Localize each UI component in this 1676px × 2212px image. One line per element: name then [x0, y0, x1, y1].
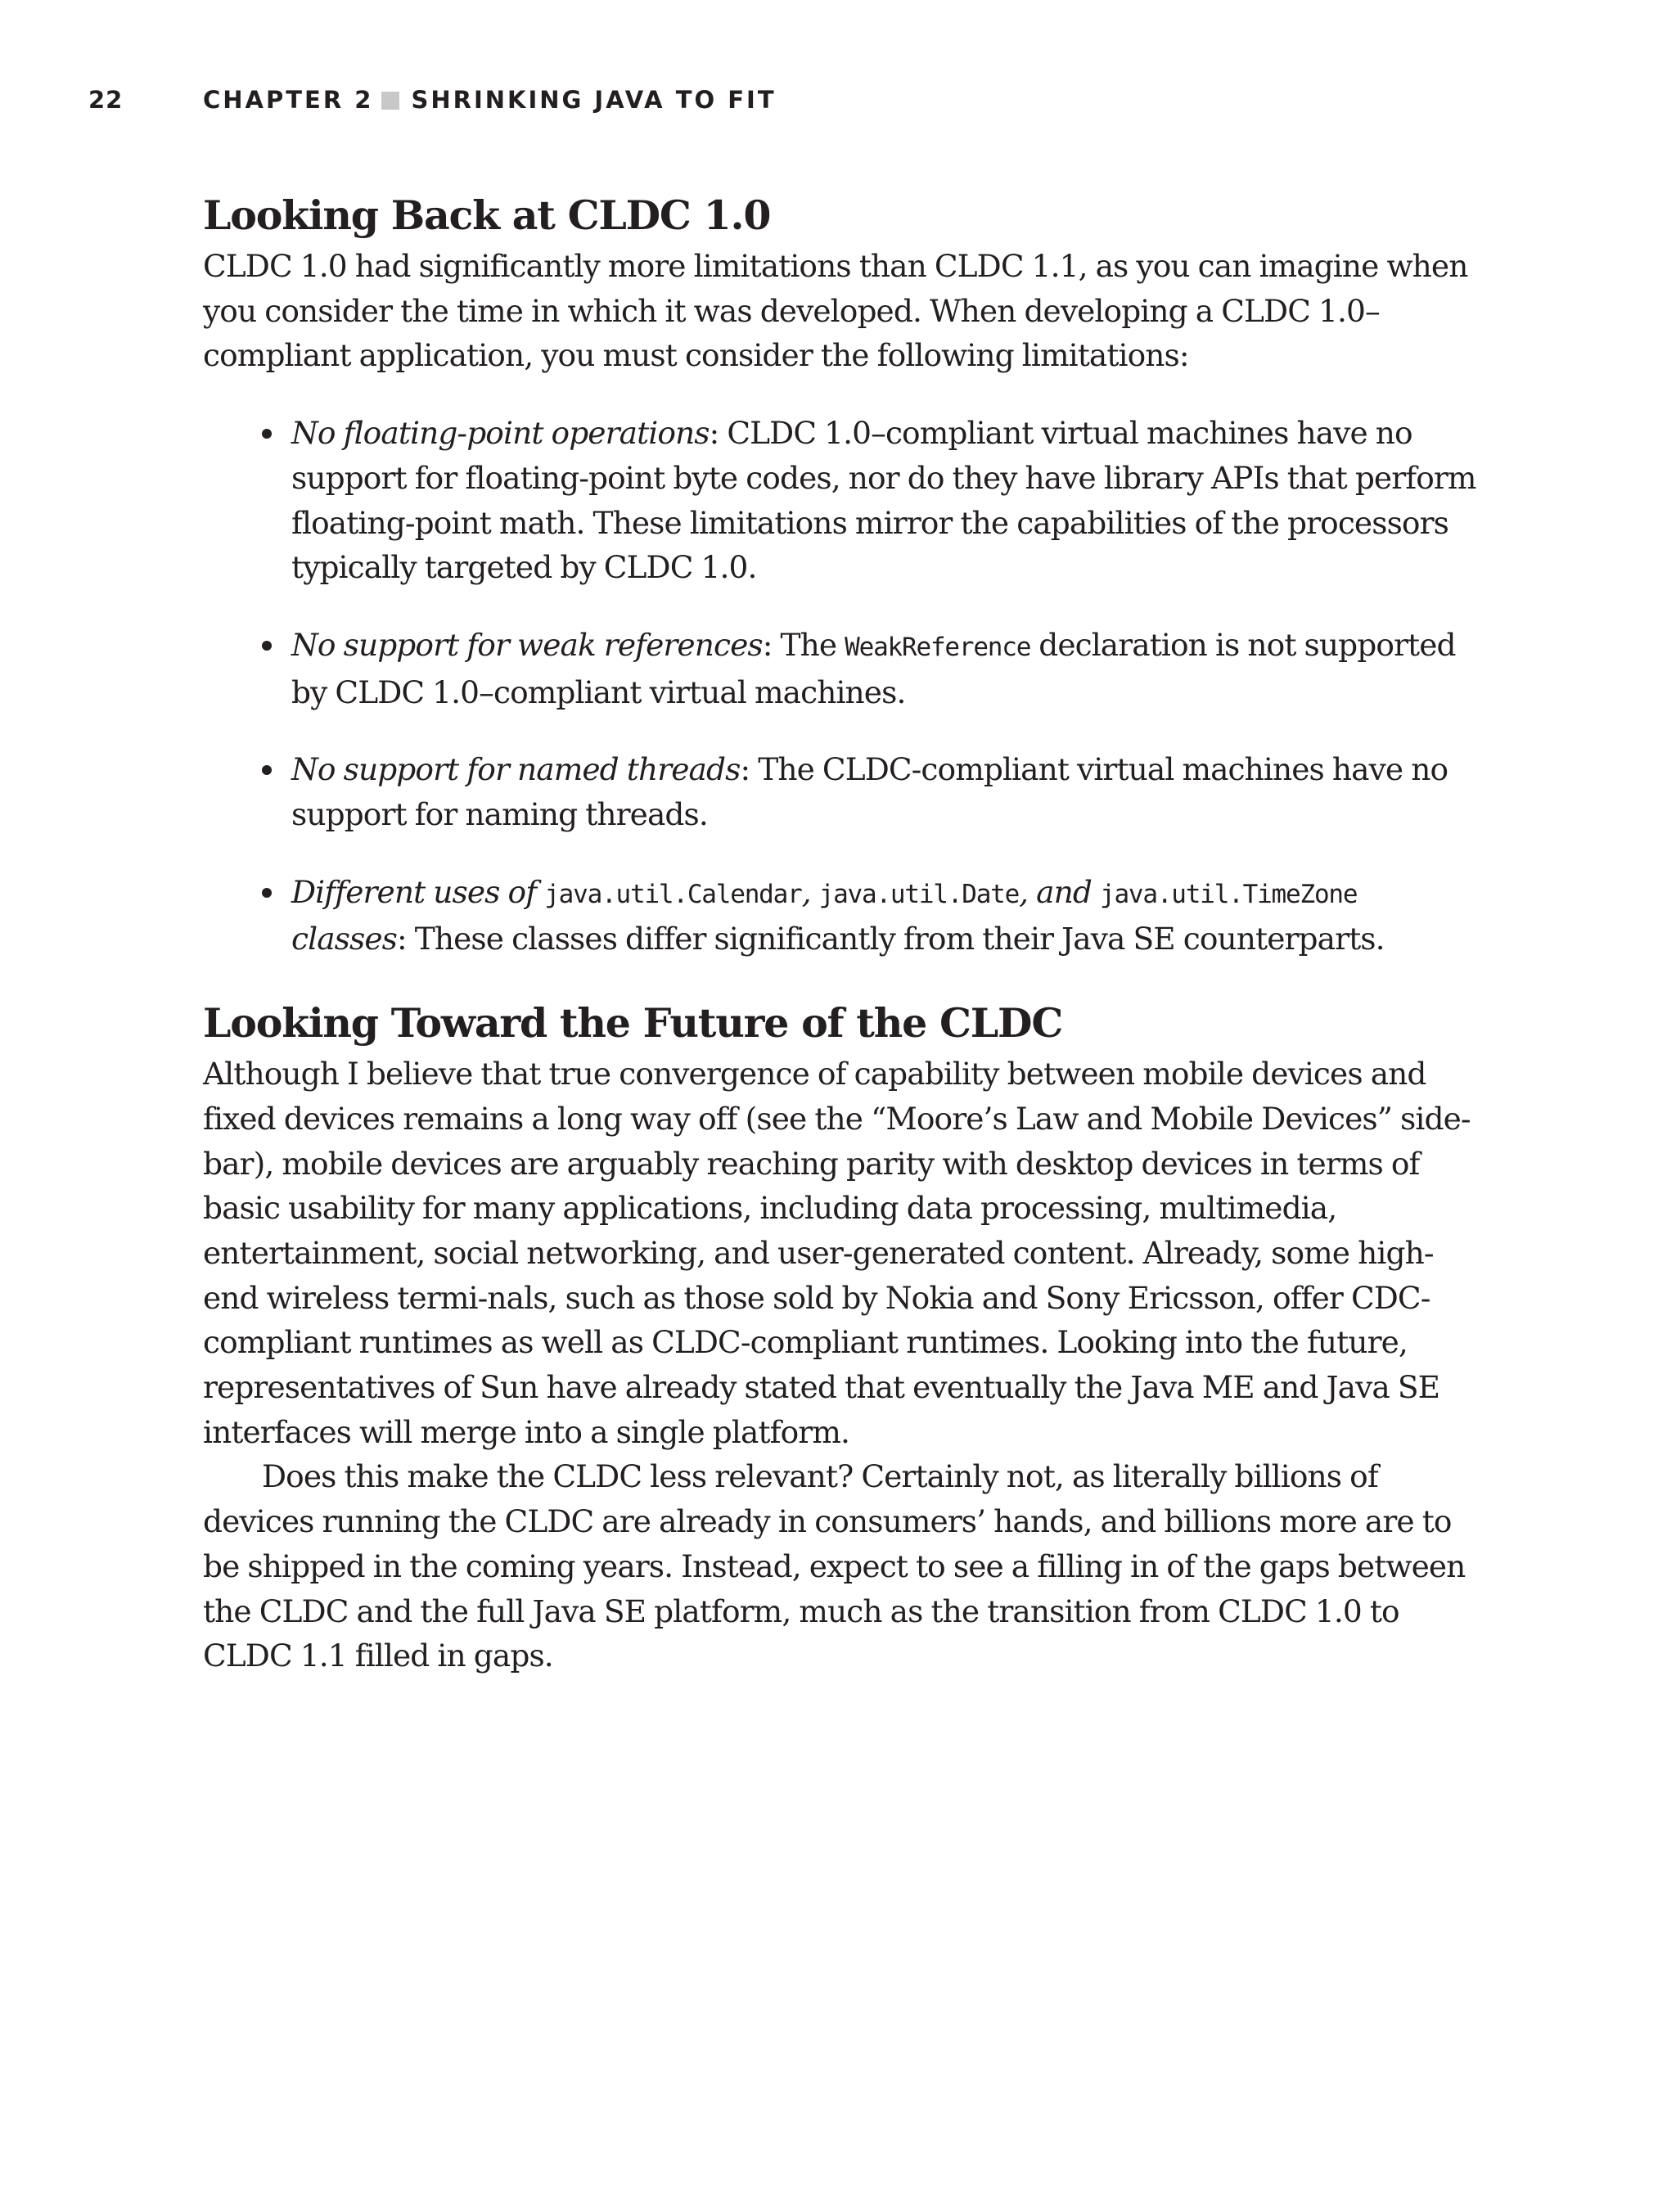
list-item-term-sep: , [801, 873, 819, 910]
list-item-text-after: declaration is not supported by CLDC 1.0–compliant virtual machines. [291, 626, 1456, 710]
list-item-text-before: The [780, 626, 845, 663]
section-heading-future-of-cldc: Looking Toward the Future of the CLDC [203, 999, 1063, 1047]
page-content [203, 187, 1480, 1678]
list-item-text: CLDC 1.0–compliant virtual machines have no support for floating-point byte codes, nor do they have library APIs that perform floating-point math. These limitations mirror the capabilities of the processors typically targeted by CLDC 1.0. [291, 415, 1476, 586]
list-item-term: No support for weak references [291, 626, 763, 663]
section-2-paragraph-1: Although I believe that true convergence of capability between mobile devices and fixed devices remains a long way off (see the “Moore’s Law and Mobile Devices” side-bar), mobile devices are arguably reaching parity with desktop devices in terms of basic usability for many applications, including data processing, multimedia, entertainment, social networking, and user-generated content. Already, some high-end wireless termi-nals, such as those sold by Nokia and Sony Ericsson, offer CDC-compliant runtimes as well as CLDC-compliant runtimes. Looking into the future, representatives of Sun have already stated that eventually the Java ME and Java SE interfaces will merge into a single platform. [203, 1056, 1471, 1450]
bullet-icon [262, 888, 272, 898]
list-item-term: No support for named threads [291, 751, 741, 788]
bullet-icon [262, 429, 272, 439]
list-item-text: The CLDC-compliant virtual machines have no support for naming threads. [291, 751, 1448, 833]
list-item-weak-references: No support for weak references: The WeakReference declaration is not supported by CLDC 1.0–compliant virtual machines. [291, 623, 1480, 714]
section-1-intro-paragraph: CLDC 1.0 had significantly more limitations than CLDC 1.1, as you can imagine when you consider the time in which it was developed. When developing a CLDC 1.0–compliant application, you must consider the following limitations: [203, 248, 1468, 374]
list-item-floating-point: No floating-point operations: CLDC 1.0–compliant virtual machines have no support for floating-point byte codes, nor do they have library APIs that perform floating-point math. These limitations mirror the capabilities of the processors typically targeted by CLDC 1.0. [291, 411, 1480, 590]
list-item-term: No floating-point operations [291, 415, 710, 452]
list-item-term-sep: , and [1019, 873, 1100, 910]
list-item-term-end: classes [291, 921, 397, 957]
section-2-paragraph-2: Does this make the CLDC less relevant? Certainly not, as literally billions of devices running the CLDC are already in consumers’ hands, and billions more are to be shipped in the coming years. Instead, expect to see a filling in of the gaps between the CLDC and the full Java SE platform, much as the transition from CLDC 1.0 to CLDC 1.1 filled in gaps. [203, 1458, 1466, 1674]
list-item-term-start: Different uses of [291, 873, 545, 910]
chapter-number: CHAPTER 2 [203, 86, 374, 114]
page-number: 22 [88, 86, 124, 114]
section-heading-cldc-1-0: Looking Back at CLDC 1.0 [203, 191, 771, 239]
limitations-list [203, 411, 1480, 962]
list-item-text: These classes differ significantly from their Java SE counterparts. [414, 921, 1385, 957]
code-calendar: java.util.Calendar [544, 879, 802, 909]
code-date: java.util.Date [818, 879, 1020, 909]
chapter-label [203, 86, 777, 114]
bullet-icon [262, 641, 272, 651]
list-item-named-threads: No support for named threads: The CLDC-compliant virtual machines have no support for naming threads. [291, 747, 1480, 836]
chapter-title: SHRINKING JAVA TO FIT [411, 86, 777, 114]
code-weakreference: WeakReference [845, 632, 1031, 662]
code-timezone: java.util.TimeZone [1099, 879, 1358, 909]
list-item-java-util-classes: Different uses of java.util.Calendar, java.util.Date, and java.util.TimeZone classes: These classes differ significantly from their Java SE counterparts. [291, 870, 1480, 962]
separator-square-icon [381, 92, 399, 110]
bullet-icon [262, 765, 272, 775]
